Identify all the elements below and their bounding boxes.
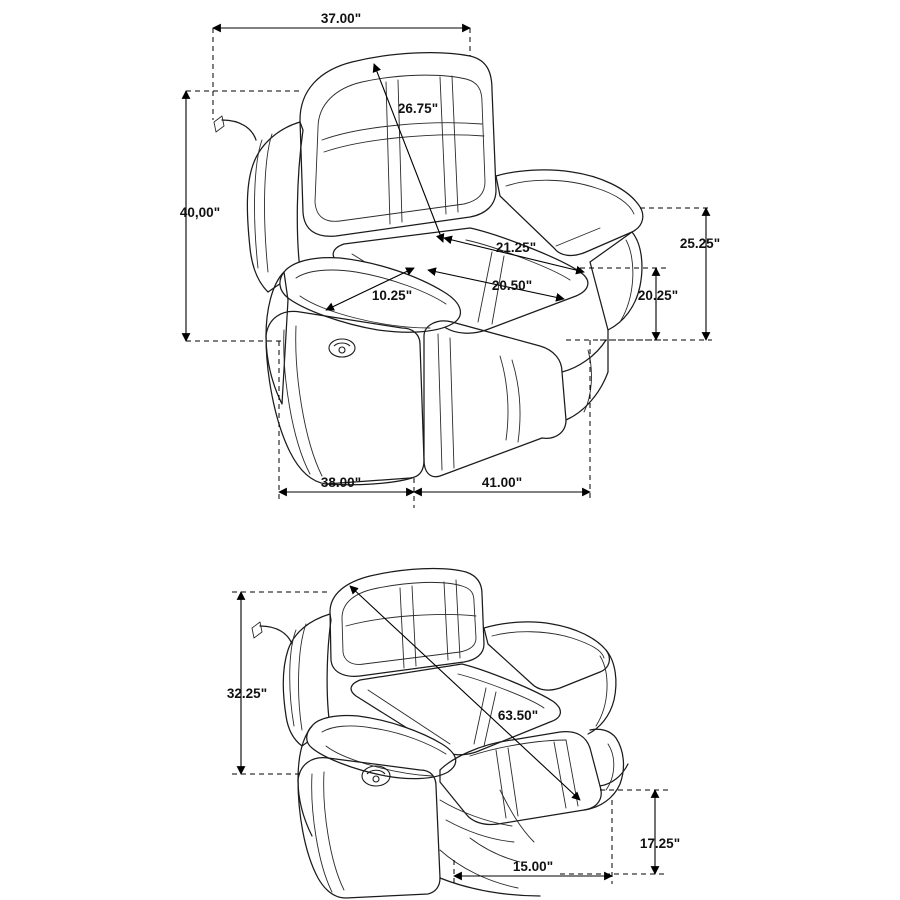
dim-footrest-height: 17.25" (639, 836, 681, 851)
dim-seat-width: 21.25" (495, 240, 537, 255)
dim-seat-depth: 20.50" (491, 278, 533, 293)
dim-overall-width-bottom: 41.00" (481, 475, 523, 490)
dim-overall-height: 40,00" (179, 205, 221, 220)
dim-arm-width: 10.25" (371, 288, 413, 303)
upright-chair-illustration (214, 53, 643, 485)
dim-overall-width-top: 37.00" (320, 11, 362, 26)
dim-arm-height: 25.25" (679, 236, 721, 251)
dim-base-depth: 15.00" (512, 859, 554, 874)
reclined-chair-illustration (252, 569, 628, 898)
dim-reclined-height: 32.25" (226, 686, 268, 701)
dim-seat-height: 20.25" (637, 288, 679, 303)
power-recline-handle-icon (329, 339, 355, 357)
dim-overall-depth: 38.00" (320, 475, 362, 490)
dim-seat-back-height: 26.75" (397, 101, 439, 116)
dim-reclined-length: 63.50" (497, 708, 539, 723)
